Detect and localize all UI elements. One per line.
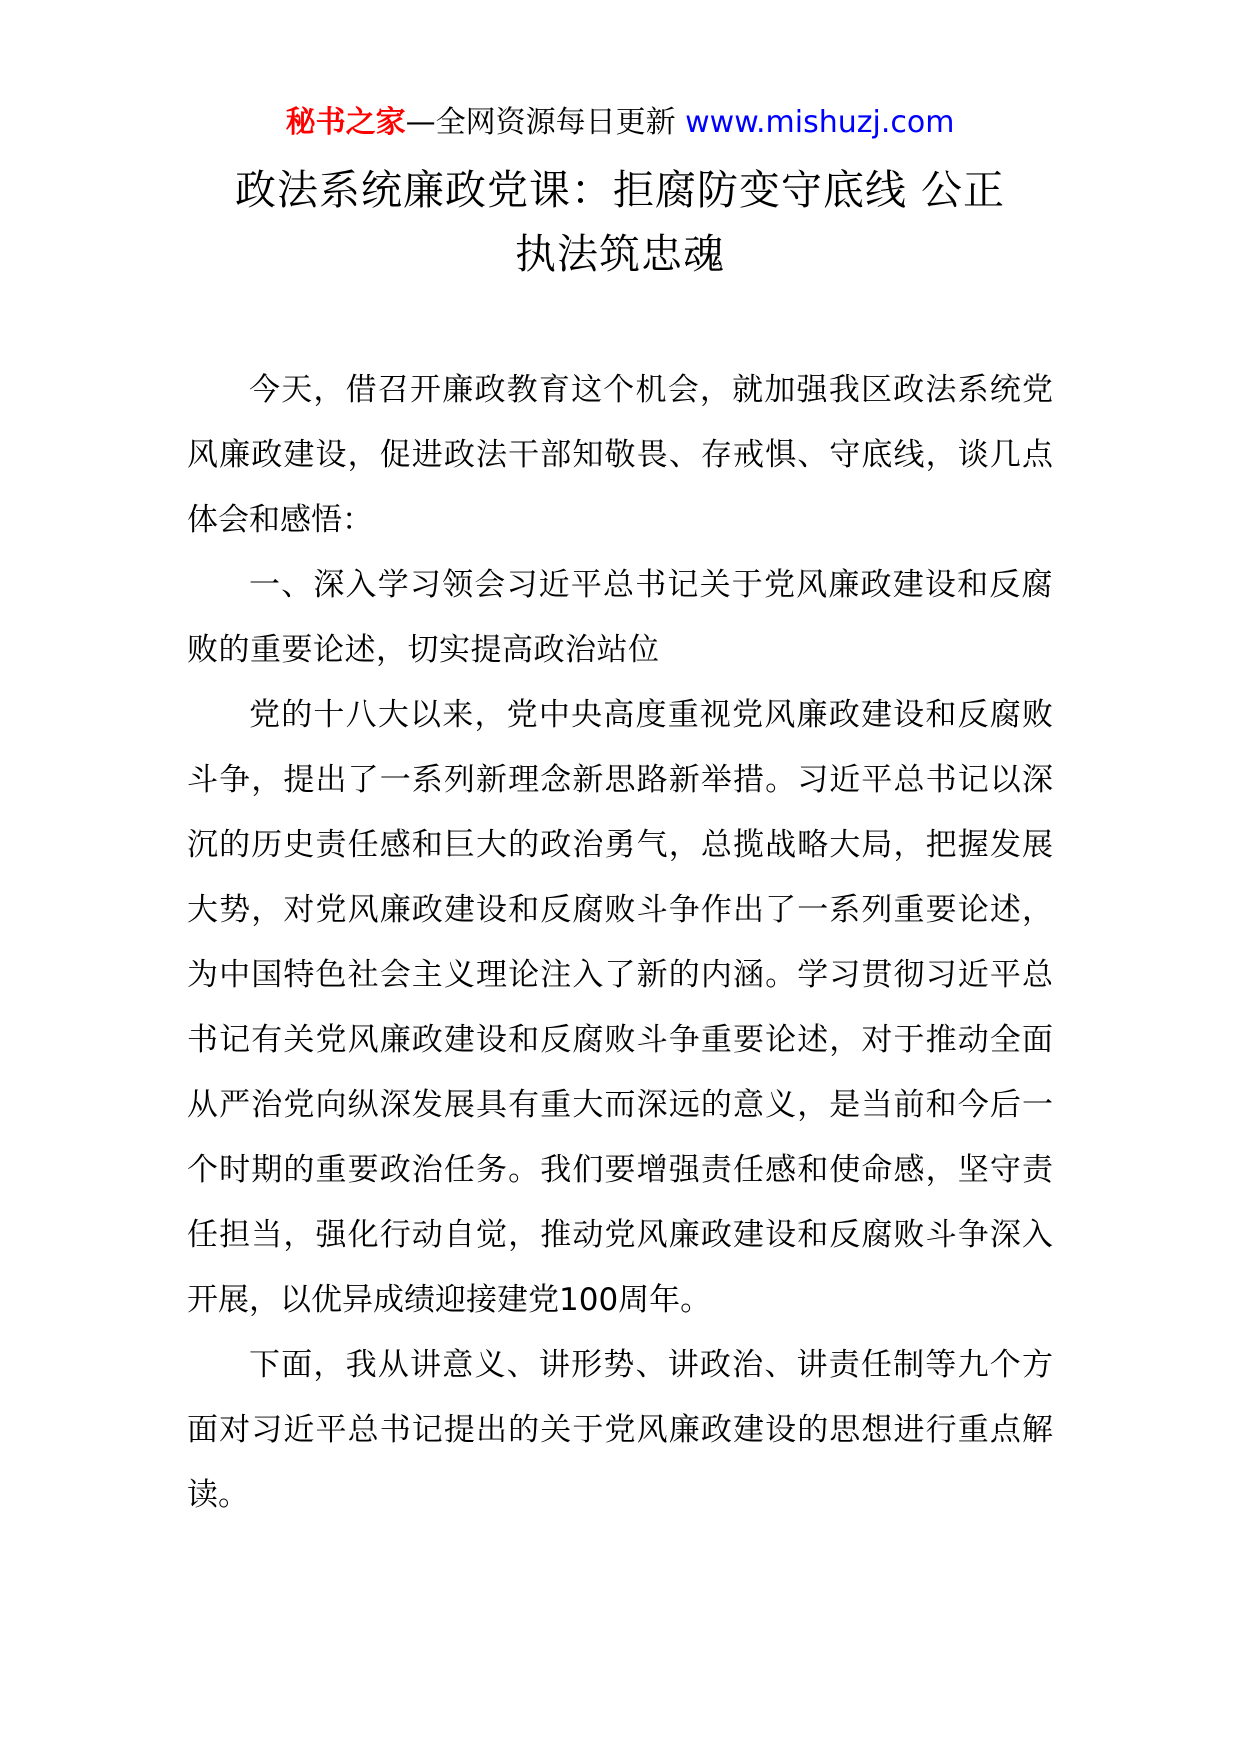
site-header (0, 103, 1240, 143)
paragraph-section-1: 党的十八大以来，党中央高度重视党风廉政建设和反腐败斗争，提出了一系列新理念新思路新举措。习近平总书记以深沉的历史责任感和巨大的政治勇气，总揽战略大局，把握发展大势，对党风廉政建设和反腐败斗争作出了一系列重要论述，为中国特色社会主义理论注入了新的内涵。学习贯彻习近平总书记有关党风廉政建设和反腐败斗争重要论述，对于推动全面从严治党向纵深发展具有重大而深远的意义，是当前和今后一个时期的重要政治任务。我们要增强责任感和使命感，坚守责任担当，强化行动自觉，推动党风廉政建设和反腐败斗争深入开展，以优异成绩迎接建党100周年。 (187, 697, 1053, 1318)
paragraph-intro: 今天，借召开廉政教育这个机会，就加强我区政法系统党风廉政建设，促进政法干部知敬畏、存戒惧、守底线，谈几点体会和感悟： (187, 372, 1053, 538)
section-heading-1: 一、深入学习领会习近平总书记关于党风廉政建设和反腐败的重要论述，切实提高政治站位 (187, 567, 1053, 668)
document-body (187, 358, 1053, 1528)
brand-name: 秘书之家 (285, 105, 406, 140)
title-line-1: 政法系统廉政党课：拒腐防变守底线 公正 (234, 166, 1006, 214)
title-line-2: 执法筑忠魂 (515, 230, 725, 278)
header-tagline: —全网资源每日更新 (405, 105, 686, 140)
paragraph-outline: 下面，我从讲意义、讲形势、讲政治、讲责任制等九个方面对习近平总书记提出的关于党风廉政建设的思想进行重点解读。 (187, 1347, 1053, 1513)
site-url-link[interactable]: www.mishuzj.com (685, 105, 955, 140)
document-title (180, 158, 1060, 286)
